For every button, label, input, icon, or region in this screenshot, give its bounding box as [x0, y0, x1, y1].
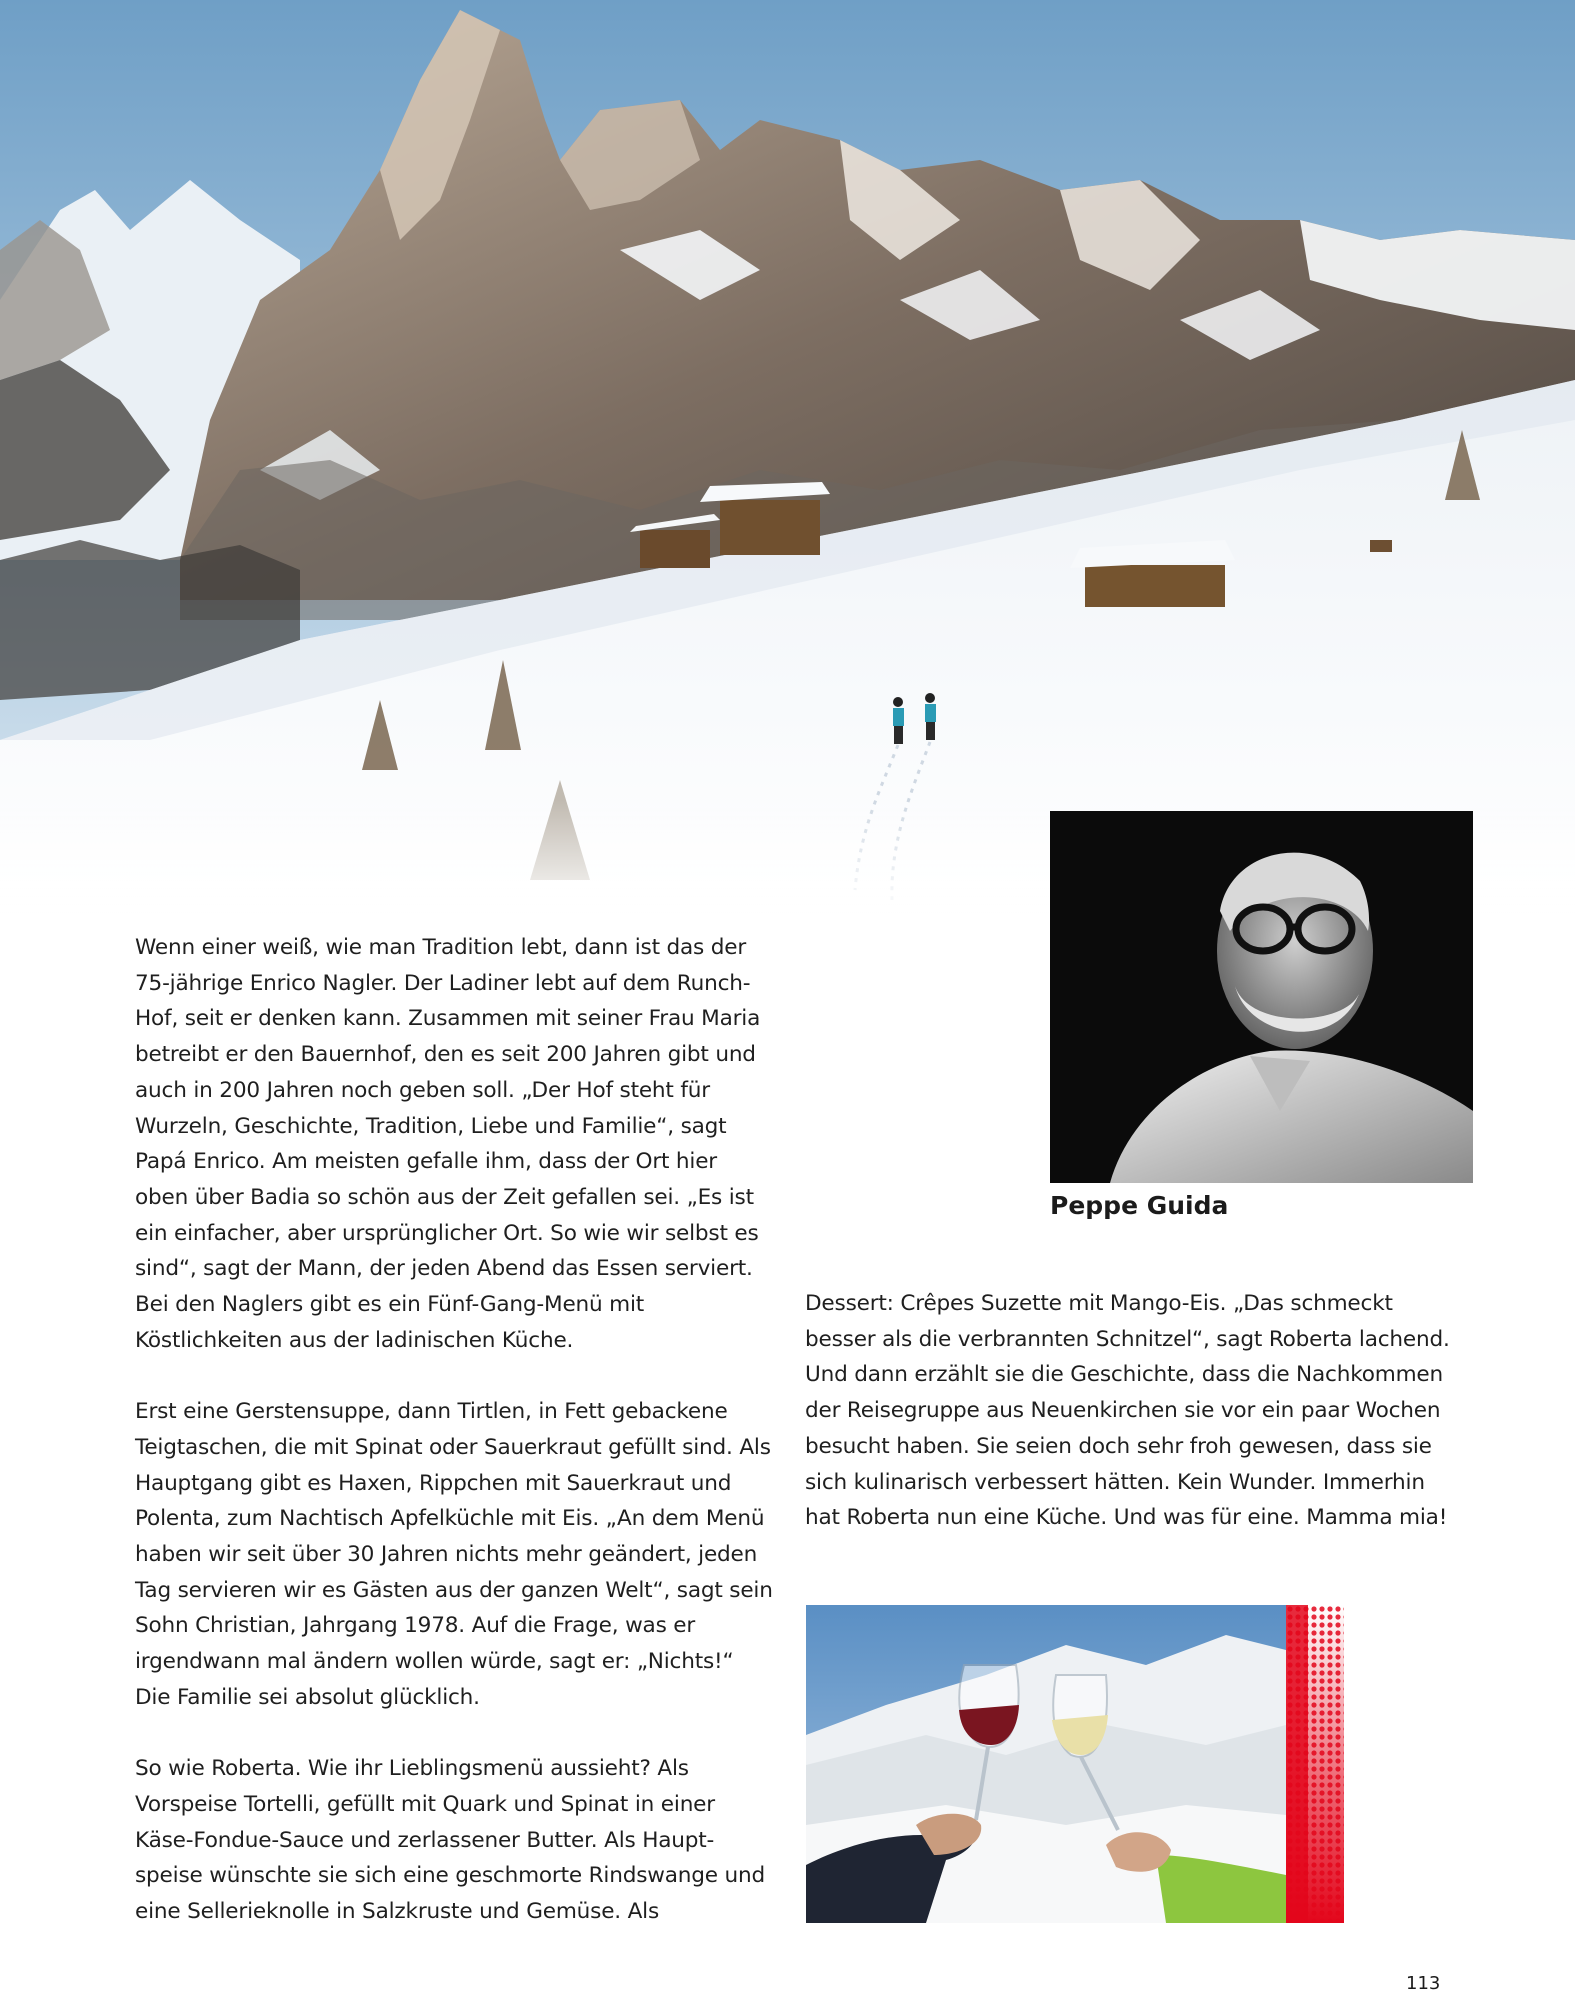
portrait-caption: Peppe Guida	[1050, 1191, 1229, 1220]
article-column-left	[135, 930, 775, 1965]
wine-toast-photo	[806, 1605, 1286, 1923]
red-halftone-strip	[1286, 1605, 1344, 1923]
page-number: 113	[1406, 1973, 1441, 1994]
article-column-right	[805, 1286, 1455, 1572]
chef-portrait-photo	[1050, 811, 1473, 1183]
paragraph-dessert: Dessert: Crêpes Suzette mit Mango-Eis. „Das schmeckt besser als die verbrannten Schnitzel“, sagt Roberta lachend. Und dann erzählt sie die Geschichte, dass die Nachkommen der Reisegruppe aus Neuenkirchen sie vor ein paar Wochen besucht haben. Sie seien doch sehr froh gewesen, dass sie sich kulinarisch verbessert hätten. Kein Wunder. Immerhin hat Roberta nun eine Küche. Und was für eine. Mamma mia!	[805, 1291, 1450, 1531]
hut-right	[1070, 540, 1235, 607]
paragraph-menu: Erst eine Gerstensuppe, dann Tirtlen, in Fett gebackene Teigtaschen, die mit Spinat oder Sauerkraut gefüllt sind. Als Hauptgang gibt es Haxen, Rippchen mit Sauerkraut und Polenta, zum Nachtisch Apfelküchle mit Eis. „An dem Menü haben wir seit über 30 Jahren nichts mehr geändert, jeden Tag servieren wir es Gästen aus der ganzen Welt“, sagt sein Sohn Christian, Jahrgang 1978. Auf die Frage, was er irgendwann mal ändern wollen würde, sagt er: „Nichts!“ Die Familie sei absolut glücklich.	[135, 1399, 773, 1710]
hero-mountain-photo	[0, 0, 1575, 920]
paragraph-roberta: So wie Roberta. Wie ihr Lieblingsmenü aussieht? Als Vorspeise Tortelli, gefüllt mit Quark und Spinat in einer Käse-Fondue-Sauce und zerlassener Butter. Als Haupt-speise wünschte sie sich eine geschmorte Rindswange und eine Sellerieknolle in Salzkruste und Gemüse. Als	[135, 1756, 765, 1924]
paragraph-intro: Wenn einer weiß, wie man Tradition lebt, dann ist das der 75-jährige Enrico Nagler. Der Ladiner lebt auf dem Runch-Hof, seit er denken kann. Zusammen mit seiner Frau Maria betreibt er den Bauernhof, den es seit 200 Jahren gibt und auch in 200 Jahren noch geben soll. „Der Hof steht für Wurzeln, Geschichte, Tradition, Liebe und Familie“, sagt Papá Enrico. Am meisten gefalle ihm, dass der Ort hier oben über Badia so schön aus der Zeit gefallen sei. „Es ist ein einfacher, aber ursprünglicher Ort. So wie wir selbst es sind“, sagt der Mann, der jeden Abend das Essen serviert. Bei den Naglers gibt es ein Fünf-Gang-Menü mit Köstlichkeiten aus der ladinischen Küche.	[135, 935, 761, 1353]
